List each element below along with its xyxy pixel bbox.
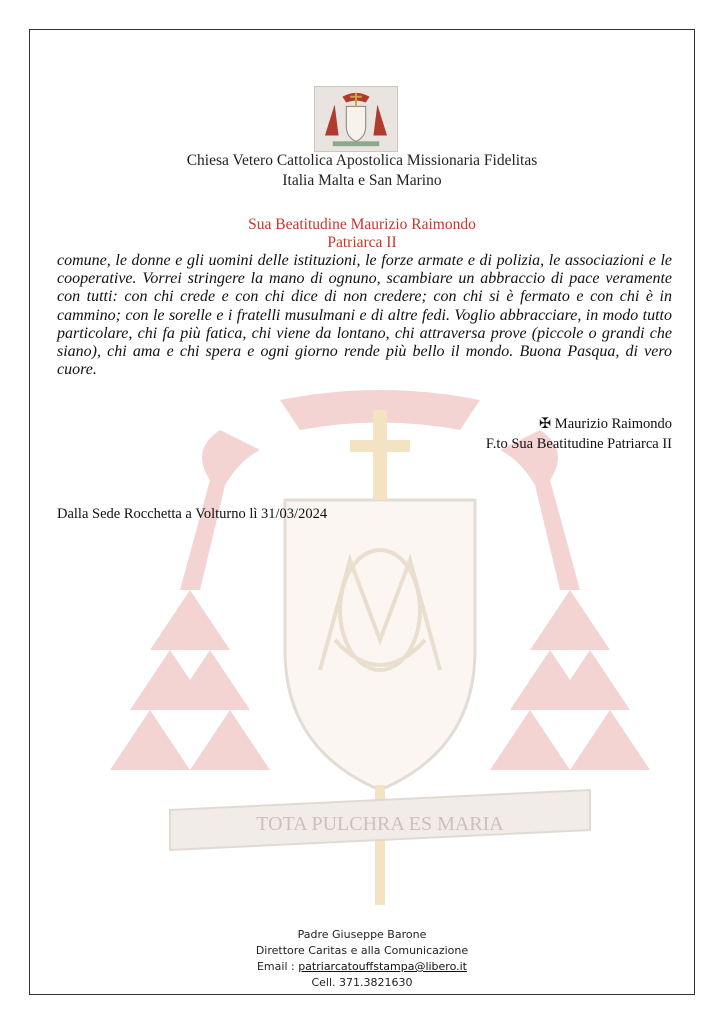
church-name: Chiesa Vetero Cattolica Apostolica Missionaria Fidelitas <box>186 152 538 169</box>
signature-name: ✠ Maurizio Raimondo <box>539 416 672 432</box>
date-line: Dalla Sede Rocchetta a Volturno lì 31/03/2024 <box>57 506 328 522</box>
footer-phone: Cell. 371.3821630 <box>311 976 413 989</box>
patriarch-subtitle: Patriarca II <box>327 234 397 251</box>
motto-text: TOTA PULCHRA ES MARIA <box>256 813 504 835</box>
footer-name: Padre Giuseppe Barone <box>297 928 427 941</box>
footer-email-line <box>0 959 724 975</box>
signature-role: F.to Sua Beatitudine Patriarca II <box>485 436 672 452</box>
footer-email-link[interactable]: patriarcatouffstampa@libero.it <box>298 960 467 973</box>
patriarch-title: Sua Beatitudine Maurizio Raimondo <box>248 216 476 233</box>
coat-of-arms-watermark <box>110 390 650 910</box>
crest-logo <box>314 86 398 152</box>
church-territory: Italia Malta e San Marino <box>282 172 442 189</box>
easter-message: comune, le donne e gli uomini delle istituzioni, le forze armate e di polizia, le associazioni e le cooperative. Vorrei stringere la mano di ognuno, scambiare un abbraccio di pace veramente con tutti: con chi crede e con chi dice di non credere; con chi si è fermato e con chi è in cammino; con le sorelle e i fratelli musulmani e di altre fedi. Voglio abbracciare, in modo tutto particolare, chi fa più fatica, chi viene da lontano, chi attraversa prove (piccole o grandi che siano), chi ama e chi spera e ogni giorno rende più bello il mondo. Buona Pasqua, di vero cuore. <box>57 252 672 379</box>
footer-role: Direttore Caritas e alla Comunicazione <box>255 944 469 957</box>
footer-email-label: Email : <box>256 960 299 973</box>
